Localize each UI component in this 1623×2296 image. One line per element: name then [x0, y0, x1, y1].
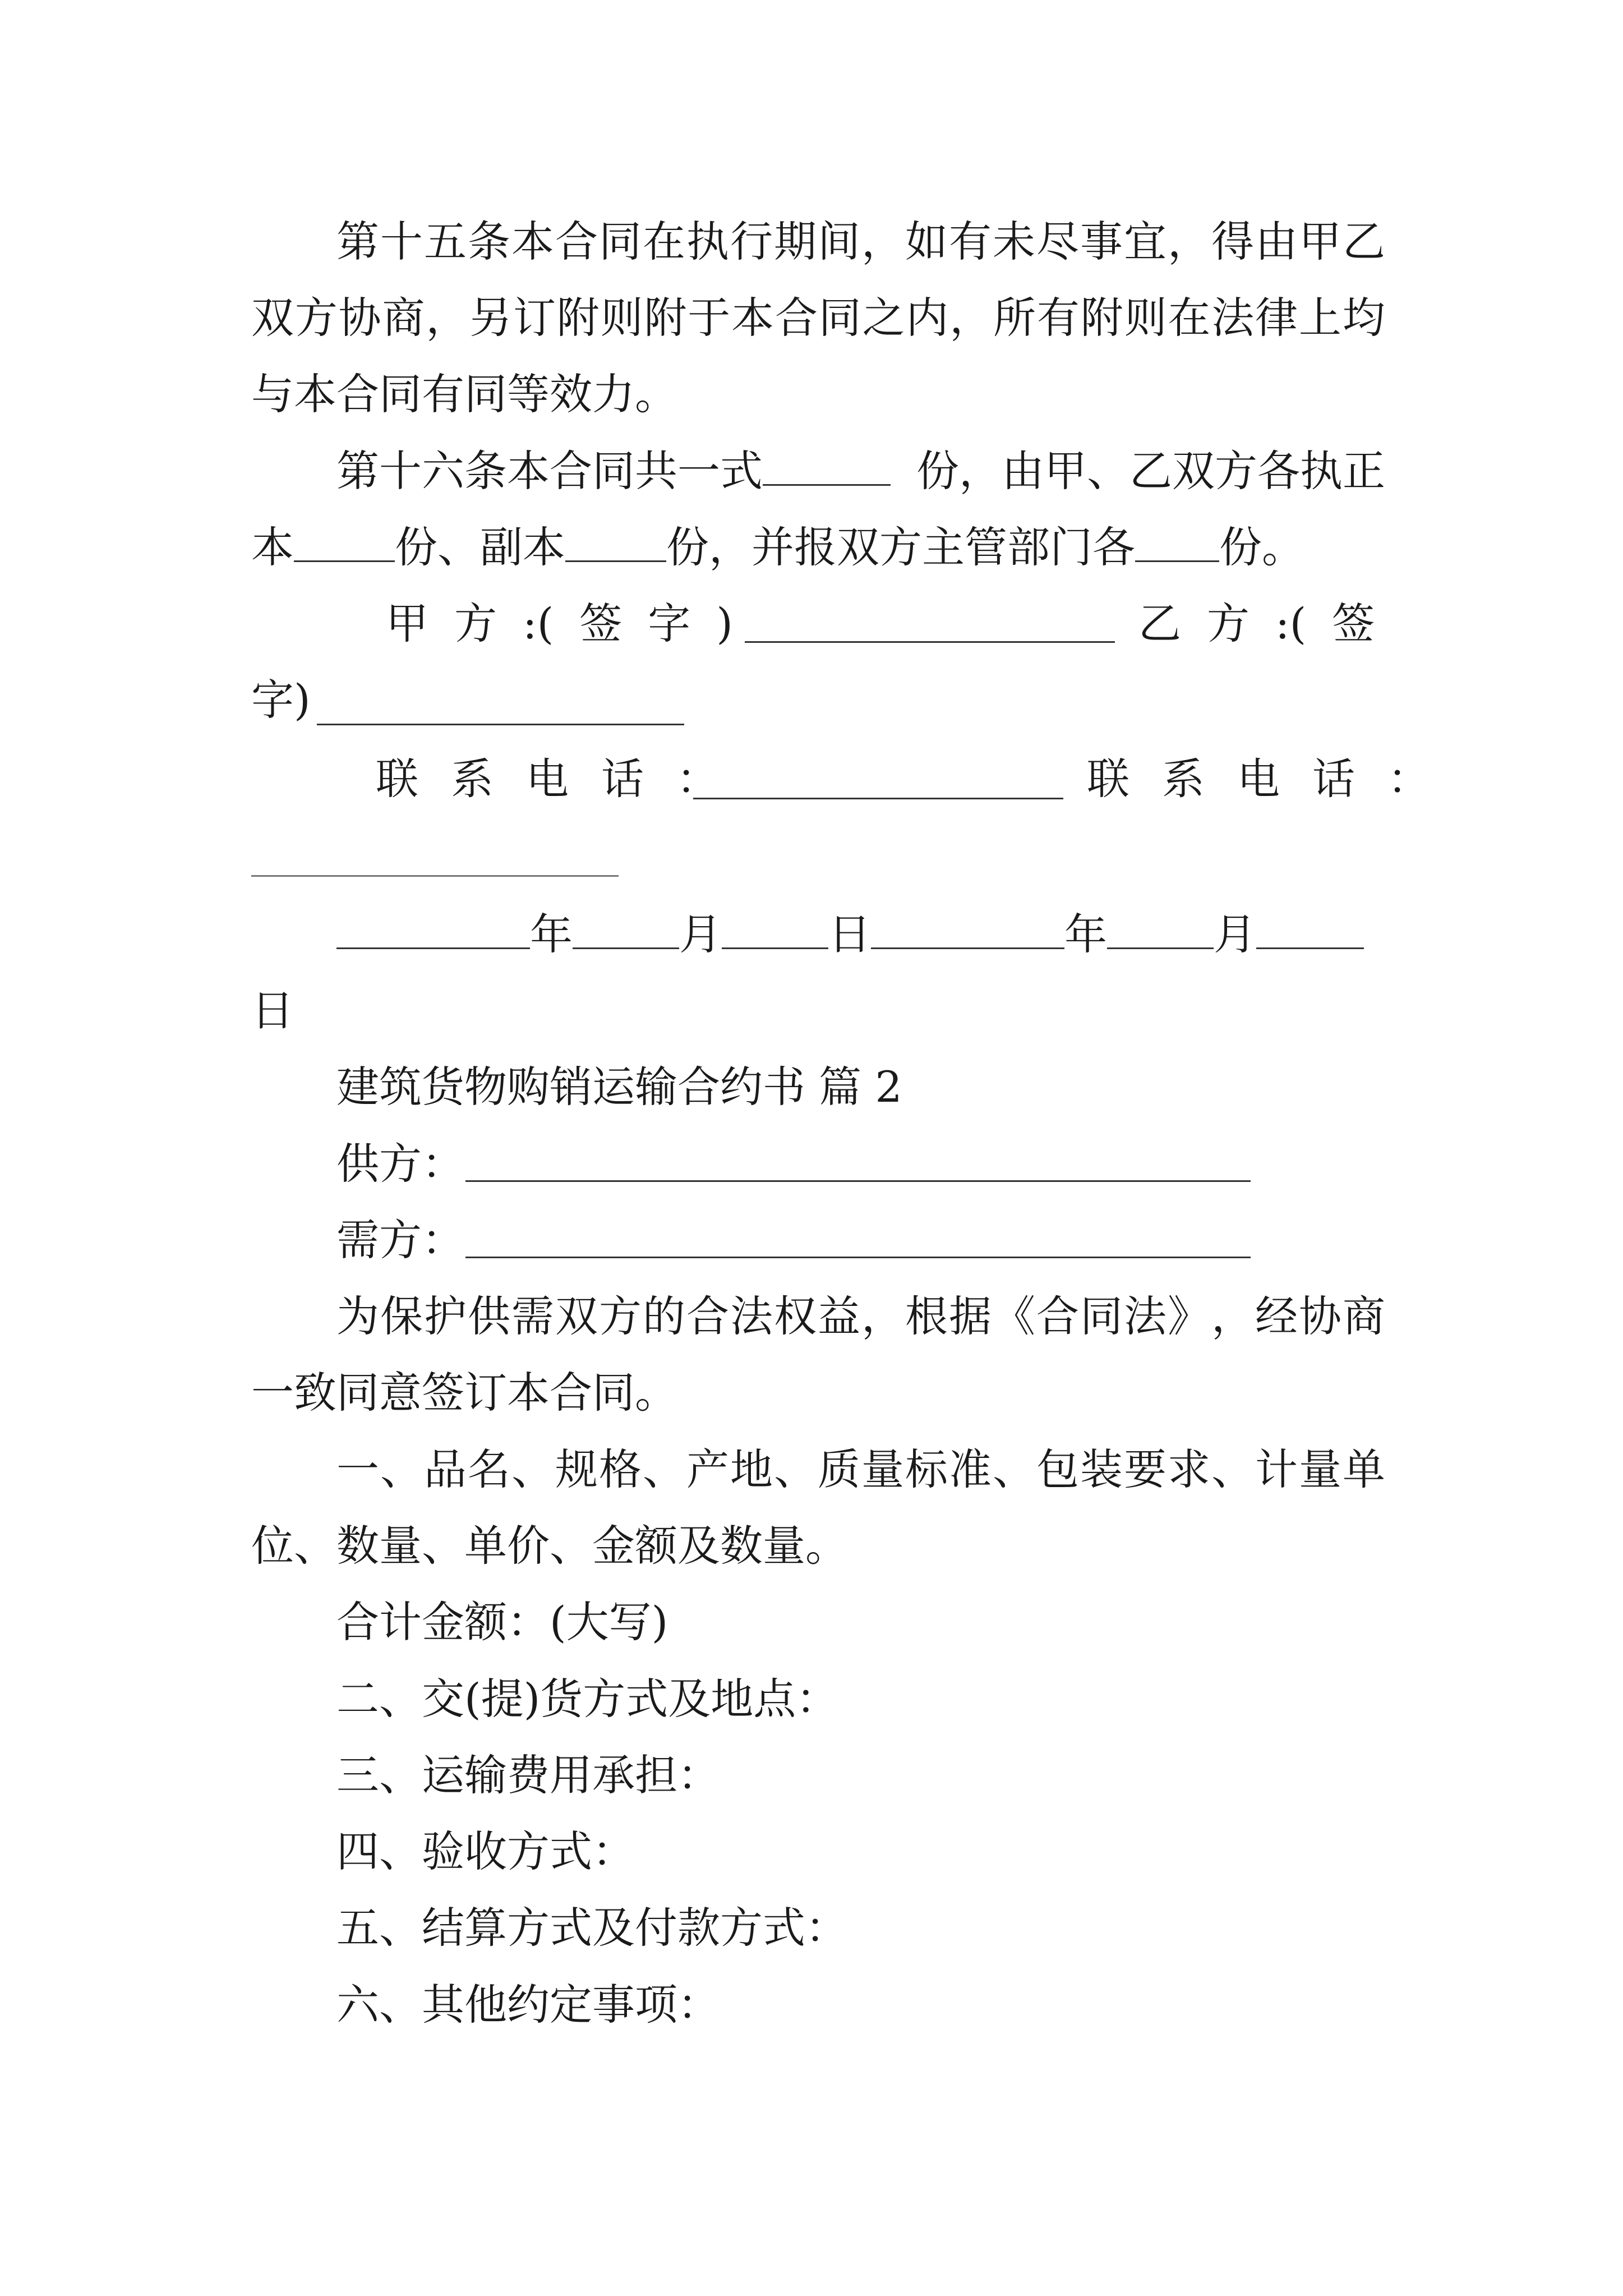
contract-2-title: 建筑货物购销运输合约书 篇 2: [336, 1062, 902, 1112]
item-3: 三、运输费用承担：: [336, 1750, 720, 1800]
party-a-day-blank[interactable]: [722, 910, 828, 949]
year-label: 年: [530, 909, 573, 959]
party-a-sign-blank[interactable]: [745, 641, 1115, 643]
date-line-2: 日: [251, 986, 294, 1036]
text-fu-ben: 份、副本: [395, 522, 565, 572]
signature-line-2: [251, 675, 1623, 725]
party-b-phone-blank[interactable]: [251, 875, 619, 877]
party-b-phone-label: 联 系 电 话 ：: [1087, 754, 1430, 804]
party-a-phone-label: 联 系 电 话 ：: [376, 754, 719, 804]
party-a-month-blank[interactable]: [573, 910, 679, 949]
article-16-prefix: 第十六条本合同共一式: [336, 446, 763, 496]
buyer-blank[interactable]: [465, 1257, 1251, 1258]
article-16-line-2: [251, 522, 1623, 573]
article-16-line-1: [336, 446, 1385, 496]
intro-line-2: 一致同意签订本合同。: [251, 1368, 677, 1418]
total-amount: 合计金额：(大写): [336, 1597, 668, 1647]
month-label: 月: [679, 909, 722, 959]
month-label: 月: [1214, 909, 1256, 959]
party-a-year-blank[interactable]: [336, 910, 530, 949]
party-a-sign-label: 甲 方 :( 签 字 ): [386, 599, 733, 648]
original-copies-blank[interactable]: [294, 523, 395, 562]
text-fen: 份。: [1219, 522, 1304, 572]
buyer-label: 需方：: [336, 1215, 464, 1265]
text-ben: 本: [251, 522, 294, 572]
party-b-month-blank[interactable]: [1107, 910, 1214, 949]
copies-total-blank[interactable]: [763, 447, 891, 486]
article-16-mid: 份，由甲、乙双方各执正: [916, 446, 1385, 496]
party-b-day-blank[interactable]: [1256, 910, 1364, 949]
item-2: 二、交(提)货方式及地点：: [336, 1674, 839, 1724]
party-a-phone-blank[interactable]: [693, 798, 1063, 799]
article-15-line-1: 第 十 五 条 本 合 同 在 执 行 期 间 ， 如 有 未 尽 事 宜 ， 得 由 甲 乙: [336, 217, 1385, 266]
intro-line-1: 为 保 护 供 需 双 方 的 合 法 权 益 ， 根 据 《 合 同 法 》 ， 经 协 商: [336, 1291, 1385, 1341]
party-b-sign-blank[interactable]: [317, 724, 684, 725]
dept-copies-blank[interactable]: [1135, 523, 1219, 562]
supplier-blank[interactable]: [465, 1180, 1251, 1182]
item-4: 四、验收方式：: [336, 1826, 635, 1876]
item-5: 五、结算方式及付款方式：: [336, 1903, 848, 1953]
article-15-line-2: 双 方 协 商 ， 另 订 附 则 附 于 本 合 同 之 内 ， 所 有 附 则 在 法 律 上 均: [251, 293, 1385, 343]
item-6: 六、其他约定事项：: [336, 1980, 720, 2030]
party-b-year-blank[interactable]: [871, 910, 1064, 949]
sign-char: 字): [251, 675, 311, 725]
article-15-line-3: 与本合同有同等效力。: [251, 369, 677, 419]
text-report-dept: 份，并报双方主管部门各: [666, 522, 1135, 572]
date-line: [336, 909, 1385, 960]
item-1-line-1: 一 、 品 名 、 规 格 、 产 地 、 质 量 标 准 、 包 装 要 求 、 计 量 单: [336, 1444, 1385, 1494]
day-label: 日: [828, 909, 871, 959]
year-label: 年: [1064, 909, 1107, 959]
supplier-label: 供方：: [336, 1139, 464, 1189]
item-1-line-2: 位、数量、单价、金额及数量。: [251, 1521, 848, 1571]
duplicate-copies-blank[interactable]: [565, 523, 666, 562]
party-b-sign-label: 乙 方 :( 签: [1138, 599, 1375, 648]
